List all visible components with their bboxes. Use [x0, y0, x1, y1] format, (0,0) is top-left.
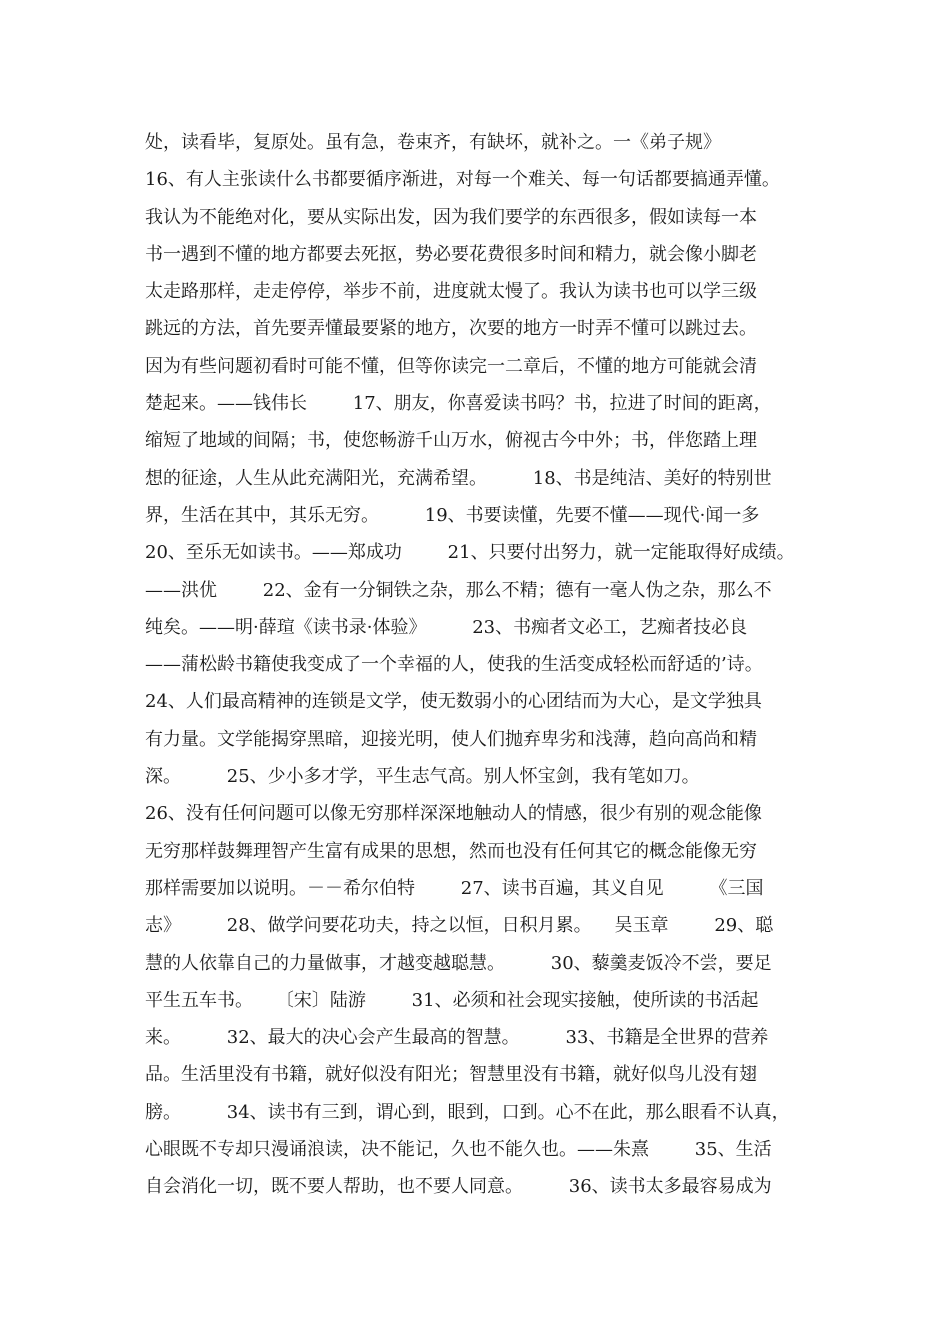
text-line: 无穷那样鼓舞理智产生富有成果的思想，然而也没有任何其它的概念能像无穷: [145, 840, 757, 862]
text-line: 平生五车书。 〔宋〕陆游 31、必须和社会现实接触，使所读的书活起: [145, 989, 759, 1011]
text-line: 24、人们最高精神的连锁是文学，使无数弱小的心团结而为大心，是文学独具: [145, 691, 762, 713]
text-line: 品。生活里没有书籍，就好似没有阳光；智慧里没有书籍，就好似鸟儿没有翅: [145, 1064, 757, 1086]
text-line: 16、有人主张读什么书都要循序渐进，对每一个难关、每一句话都要搞通弄懂。: [145, 169, 780, 191]
text-line: 心眼既不专却只漫诵浪读，决不能记，久也不能久也。——朱熹 35、生活: [145, 1139, 772, 1161]
text-line: 我认为不能绝对化，要从实际出发，因为我们要学的东西很多，假如读每一本: [145, 206, 757, 228]
text-line: 界，生活在其中，其乐无穷。 19、书要读懂，先要不懂——现代·闻一多: [145, 504, 760, 526]
text-line: 膀。 34、读书有三到，谓心到，眼到，口到。心不在此，那么眼看不认真，: [145, 1101, 790, 1123]
text-line: 处，读看毕，复原处。虽有急，卷束齐，有缺坏，就补之。一《弟子规》: [145, 132, 721, 153]
text-line: 深。 25、少小多才学，平生志气高。别人怀宝剑，我有笔如刀。: [145, 766, 700, 788]
text-line: ——蒲松龄书籍使我变成了一个幸福的人，使我的生活变成轻松而舒适的’诗。: [145, 654, 763, 676]
text-line: 26、没有任何问题可以像无穷那样深深地触动人的情感，很少有别的观念能像: [145, 803, 762, 825]
text-line: 缩短了地域的间隔；书，使您畅游千山万水，俯视古今中外；书，伴您踏上理: [145, 430, 757, 452]
text-line: 志》 28、做学问要花功夫，持之以恒，日积月累。 吴玉章 29、聪: [145, 915, 774, 937]
text-line: 来。 32、最大的决心会产生最高的智慧。 33、书籍是全世界的营养: [145, 1027, 769, 1049]
text-line: 慧的人依靠自己的力量做事，才越变越聪慧。 30、藜羹麦饭冷不尝，要足: [145, 952, 772, 974]
text-line: 想的征途，人生从此充满阳光，充满希望。 18、书是纯洁、美好的特别世: [145, 467, 772, 489]
text-line: ——洪优 22、金有一分铜铁之杂，那么不精；德有一毫人伪之杂，那么不: [145, 579, 772, 601]
text-line: 20、至乐无如读书。——郑成功 21、只要付出努力，就一定能取得好成绩。: [145, 542, 795, 564]
text-line: 那样需要加以说明。－－希尔伯特 27、读书百遍，其义自见 《三国: [145, 877, 764, 899]
text-line: 跳远的方法，首先要弄懂最要紧的地方，次要的地方一时弄不懂可以跳过去。: [145, 318, 757, 340]
text-line: 太走路那样，走走停停，举步不前，进度就太慢了。我认为读书也可以学三级: [145, 281, 757, 303]
text-line: 纯矣。——明·薛瑄《读书录·体验》 23、书痴者文必工，艺痴者技必良: [145, 616, 748, 638]
text-line: 有力量。文学能揭穿黑暗，迎接光明，使人们抛弃卑劣和浅薄，趋向高尚和精: [145, 728, 757, 750]
text-line: 因为有些问题初看时可能不懂，但等你读完一二章后，不懂的地方可能就会清: [145, 355, 757, 377]
text-line: 楚起来。——钱伟长 17、朋友，你喜爱读书吗？书，拉进了时间的距离，: [145, 393, 772, 415]
text-line: 自会消化一切，既不要人帮助，也不要人同意。 36、读书太多最容易成为: [145, 1176, 772, 1198]
body-text: [145, 124, 825, 1206]
text-line: 书一遇到不懂的地方都要去死抠，势必要花费很多时间和精力，就会像小脚老: [145, 243, 757, 265]
